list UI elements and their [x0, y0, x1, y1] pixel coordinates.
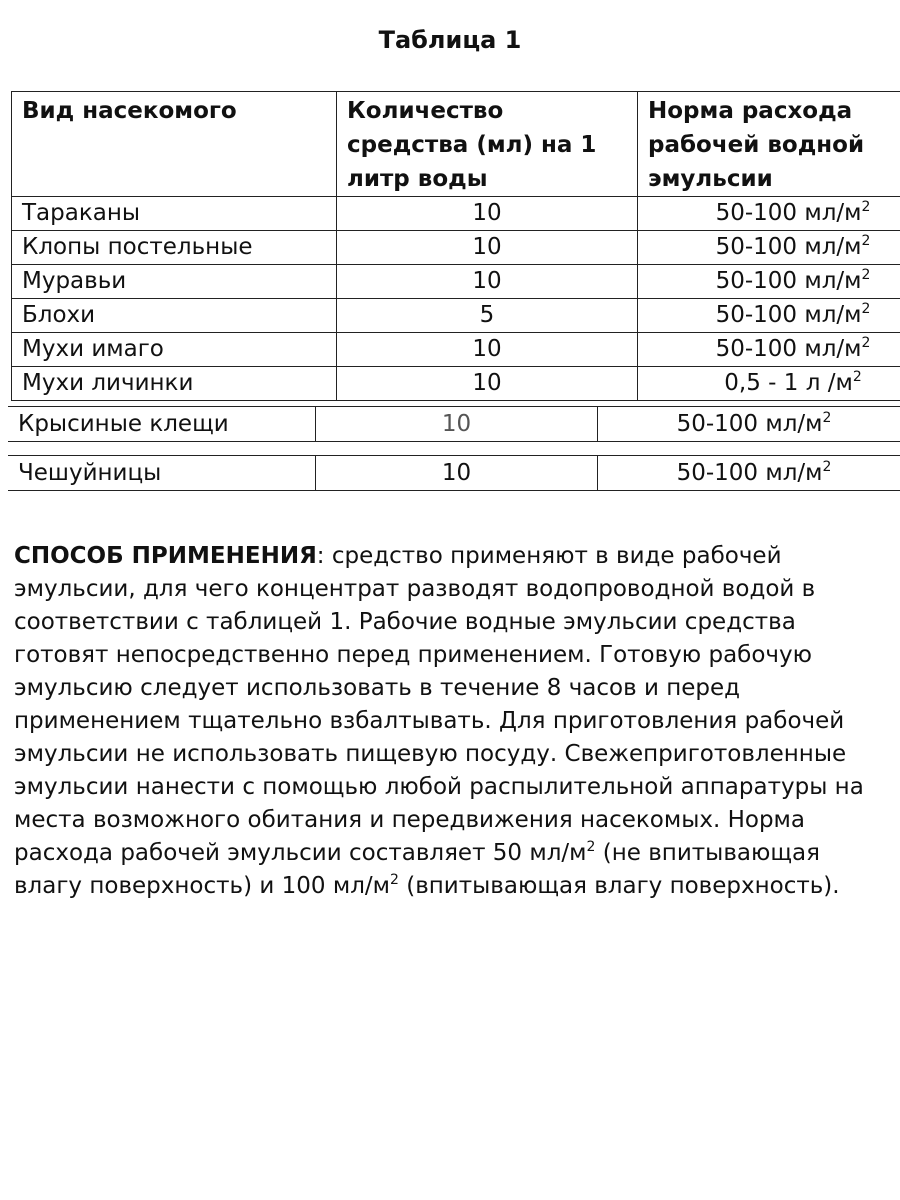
usage-text-3: (впитывающая влагу поверхность). [398, 873, 840, 899]
cell-amount: 10 [316, 456, 598, 491]
cell-insect: Мухи имаго [12, 333, 337, 367]
cell-rate [638, 333, 900, 367]
header-rate: Норма расхода рабочей водной эмульсии [638, 92, 900, 197]
extra-row-table [8, 406, 900, 442]
dosage-table [11, 91, 900, 401]
cell-rate [598, 407, 900, 442]
rate-text: 50-100 мл/м [715, 268, 862, 294]
usage-text-2: (не впитывающая влагу поверхность) и 100 мл/м [14, 840, 820, 899]
cell-insect: Мухи личинки [12, 367, 337, 401]
cell-insect: Тараканы [12, 197, 337, 231]
cell-insect: Крысиные клещи [18, 411, 229, 437]
cell-amount: 5 [337, 299, 638, 333]
rate-text: 50-100 мл/м [715, 234, 862, 260]
cell-amount: 10 [337, 231, 638, 265]
rate-sup: 2 [861, 233, 871, 249]
rate-sup: 2 [861, 301, 871, 317]
table-row [12, 367, 900, 401]
usage-text-1: : средство применяют в виде рабочей эмульсии, для чего концентрат разводят водопроводной водой в соответствии с таблицей 1. Рабочие водные эмульсии средства готовят непосредственно перед применением. Готовую рабочую эмульсию следует использовать в течение 8 часов и перед применением тщательно взбалтывать. Для приготовления рабочей эмульсии не использовать пищевую посуду. Свежеприготовленные эмульсии нанести с помощью любой распылительной аппаратуры на места возможного обитания и передвижения насекомых. Норма расхода рабочей эмульсии составляет 50 мл/м [14, 543, 864, 866]
header-amount: Количество средства (мл) на 1 литр воды [337, 92, 638, 197]
cell-insect: Клопы постельные [12, 231, 337, 265]
rate-sup: 2 [861, 335, 871, 351]
rate-sup: 2 [822, 410, 832, 426]
rate-text: 50-100 мл/м [676, 460, 823, 486]
cell-amount: 10 [337, 333, 638, 367]
rate-text: 0,5 - 1 л /м [724, 370, 853, 396]
cell-insect: Чешуйницы [18, 460, 162, 486]
cell-insect: Муравьи [12, 265, 337, 299]
cell-amount: 10 [337, 265, 638, 299]
table-header-row [12, 92, 900, 197]
header-insect: Вид насекомого [12, 92, 337, 197]
extra-row-table [8, 455, 900, 491]
cell-amount: 10 [337, 197, 638, 231]
table-row [12, 333, 900, 367]
cell-rate [598, 456, 900, 491]
usage-sup-2: 2 [390, 872, 399, 888]
rate-sup: 2 [861, 267, 871, 283]
table-row [8, 407, 900, 442]
cell-rate [638, 231, 900, 265]
table-row [12, 231, 900, 265]
cell-insect: Блохи [12, 299, 337, 333]
rate-sup: 2 [852, 369, 862, 385]
usage-paragraph [14, 540, 894, 903]
rate-text: 50-100 мл/м [715, 336, 862, 362]
cell-rate [638, 197, 900, 231]
rate-text: 50-100 мл/м [715, 302, 862, 328]
cell-rate [638, 367, 900, 401]
table-row [12, 197, 900, 231]
table-row [8, 456, 900, 491]
cell-rate [638, 265, 900, 299]
rate-sup: 2 [861, 199, 871, 215]
rate-sup: 2 [822, 459, 832, 475]
usage-heading: СПОСОБ ПРИМЕНЕНИЯ [14, 543, 317, 569]
table-row [12, 299, 900, 333]
table-title: Таблица 1 [378, 26, 522, 54]
usage-sup-1: 2 [586, 839, 596, 855]
cell-amount: 10 [316, 407, 598, 442]
cell-rate [638, 299, 900, 333]
cell-amount: 10 [337, 367, 638, 401]
rate-text: 50-100 мл/м [676, 411, 823, 437]
rate-text: 50-100 мл/м [715, 200, 862, 226]
table-row [12, 265, 900, 299]
